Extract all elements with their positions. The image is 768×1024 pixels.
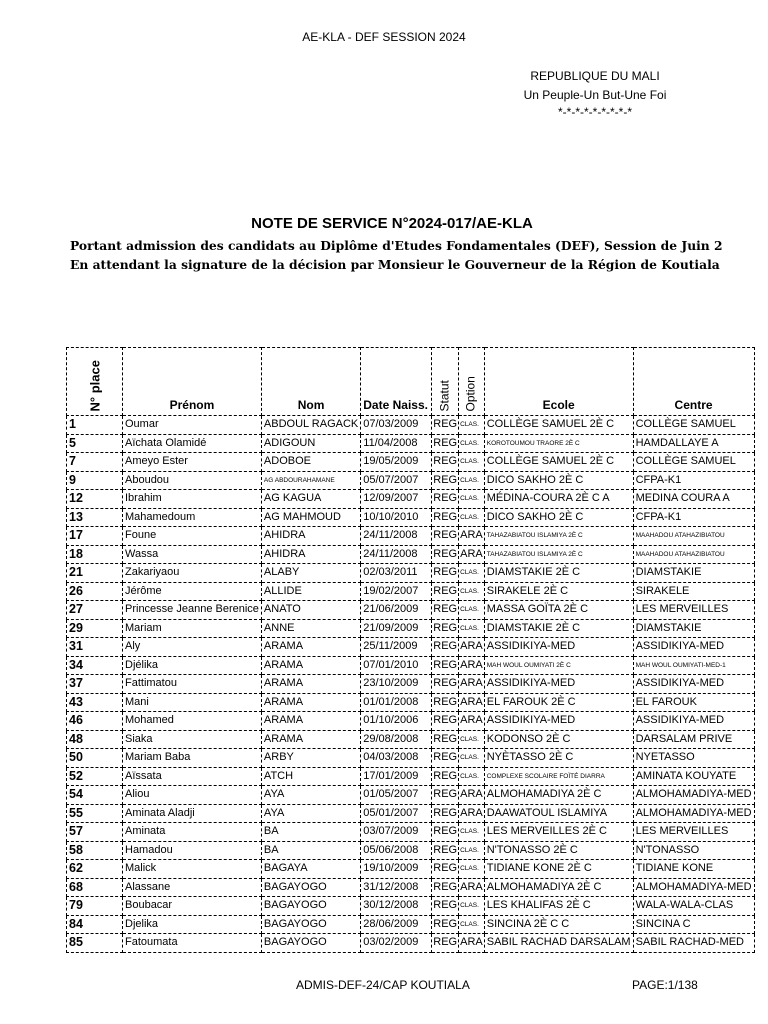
birth-date-cell: 02/03/2011 [361,564,432,583]
ecole-cell: COMPLEXE SCOLAIRE FOÏTÉ DIARRA [484,767,633,786]
birth-date-cell: 01/01/2008 [361,693,432,712]
nom-cell: ARAMA [261,730,360,749]
option-cell: CLAS. [459,749,485,768]
option-cell: CLAS. [459,471,485,490]
option-cell: CLAS. [459,490,485,509]
centre-cell: CFPA-K1 [633,471,754,490]
birth-date-cell: 19/05/2009 [361,453,432,472]
ecole-cell: NYÈTASSO 2È C [484,749,633,768]
prenom-cell: Djelika [123,915,262,934]
centre-cell: WALA-WALA-CLAS [633,897,754,916]
nom-cell: AHIDRA [261,527,360,546]
place-number-cell: 54 [67,786,123,805]
nom-cell: ALABY [261,564,360,583]
place-number-cell: 34 [67,656,123,675]
option-cell: ARA [459,545,485,564]
birth-date-cell: 05/01/2007 [361,804,432,823]
centre-cell: LES MERVEILLES [633,823,754,842]
place-number-cell: 27 [67,601,123,620]
ecole-cell: ALMOHAMADIYA 2È C [484,786,633,805]
prenom-cell: Zakariyaou [123,564,262,583]
statut-cell: REG [432,897,459,916]
place-number-cell: 12 [67,490,123,509]
option-cell: CLAS. [459,564,485,583]
ecole-cell: COLLÈGE SAMUEL 2È C [484,416,633,435]
prenom-cell: Siaka [123,730,262,749]
centre-cell: ALMOHAMADIYA-MED [633,804,754,823]
nom-cell: ADIGOUN [261,434,360,453]
table-row [67,897,755,916]
statut-cell: REG [432,416,459,435]
birth-date-cell: 28/06/2009 [361,915,432,934]
option-cell: CLAS. [459,601,485,620]
table-row [67,804,755,823]
place-number-cell: 26 [67,582,123,601]
nom-cell: BAGAYOGO [261,878,360,897]
table-row [67,860,755,879]
prenom-cell: Princesse Jeanne Berenice [123,601,262,620]
prenom-cell: Djélika [123,656,262,675]
centre-cell: N'TONASSO [633,841,754,860]
place-number-cell: 9 [67,471,123,490]
centre-cell: TIDIANE KONE [633,860,754,879]
ecole-cell: TAHAZABIATOU ISLAMIYA 2È C [484,545,633,564]
centre-cell: COLLÈGE SAMUEL [633,453,754,472]
place-number-cell: 31 [67,638,123,657]
option-cell: CLAS. [459,823,485,842]
table-row [67,712,755,731]
place-number-cell: 43 [67,693,123,712]
nom-cell: AG KAGUA [261,490,360,509]
option-cell: CLAS. [459,860,485,879]
option-cell: ARA [459,638,485,657]
prenom-cell: Aminata [123,823,262,842]
statut-cell: REG [432,453,459,472]
ecole-cell: TAHAZABIATOU ISLAMIYA 2È C [484,527,633,546]
statut-cell: REG [432,638,459,657]
ecole-cell: DIAMSTAKIE 2È C [484,619,633,638]
birth-date-cell: 31/12/2008 [361,878,432,897]
document-title: NOTE DE SERVICE N°2024-017/AE-KLA [251,215,533,232]
place-number-cell: 7 [67,453,123,472]
table-row [67,564,755,583]
statut-cell: REG [432,841,459,860]
place-number-cell: 5 [67,434,123,453]
candidates-table [66,347,755,953]
centre-cell: ALMOHAMADIYA-MED [633,786,754,805]
ecole-cell: DICO SAKHO 2È C [484,508,633,527]
nom-cell: ALLIDE [261,582,360,601]
option-cell: CLAS. [459,582,485,601]
table-row [67,675,755,694]
place-number-cell: 79 [67,897,123,916]
ecole-cell: SIRAKELE 2È C [484,582,633,601]
col-header-centre: Centre [633,348,754,416]
ecole-cell: SABIL RACHAD DARSALAM [484,934,633,953]
prenom-cell: Aliou [123,786,262,805]
table-row [67,823,755,842]
option-cell: ARA [459,656,485,675]
centre-cell: LES MERVEILLES [633,601,754,620]
statut-cell: REG [432,490,459,509]
nom-cell: ANNE [261,619,360,638]
place-number-cell: 85 [67,934,123,953]
statut-cell: REG [432,527,459,546]
nom-cell: ARAMA [261,693,360,712]
centre-cell: ASSIDIKIYA-MED [633,712,754,731]
table-row [67,767,755,786]
statut-cell: REG [432,582,459,601]
ecole-cell: ALMOHAMADIYA 2È C [484,878,633,897]
birth-date-cell: 11/04/2008 [361,434,432,453]
place-number-cell: 58 [67,841,123,860]
ecole-cell: TIDIANE KONE 2È C [484,860,633,879]
ecole-cell: LES MERVEILLES 2È C [484,823,633,842]
option-cell: CLAS. [459,416,485,435]
birth-date-cell: 23/10/2009 [361,675,432,694]
place-number-cell: 37 [67,675,123,694]
birth-date-cell: 30/12/2008 [361,897,432,916]
nom-cell: ARAMA [261,712,360,731]
option-cell: ARA [459,527,485,546]
place-number-cell: 55 [67,804,123,823]
place-number-cell: 68 [67,878,123,897]
statut-cell: REG [432,712,459,731]
statut-cell: REG [432,675,459,694]
table-row [67,878,755,897]
centre-cell: SINCINA C [633,915,754,934]
table-row [67,527,755,546]
col-header-statut: Statut [432,348,459,416]
nom-cell: ANATO [261,601,360,620]
centre-cell: DIAMSTAKIE [633,564,754,583]
table-row [67,934,755,953]
statut-cell: REG [432,619,459,638]
place-number-cell: 17 [67,527,123,546]
statut-cell: REG [432,434,459,453]
place-number-cell: 48 [67,730,123,749]
statut-cell: REG [432,564,459,583]
col-header-nom: Nom [261,348,360,416]
table-row [67,453,755,472]
nom-cell: BAGAYOGO [261,934,360,953]
ecole-cell: MASSA GOÏTA 2È C [484,601,633,620]
birth-date-cell: 05/07/2007 [361,471,432,490]
stars-separator: *-*-*-*-*-*-*-*-* [558,105,632,119]
nom-cell: BA [261,823,360,842]
table-row [67,490,755,509]
ecole-cell: KOROTOUMOU TRAORE 2È C [484,434,633,453]
statut-cell: REG [432,545,459,564]
nom-cell: AYA [261,804,360,823]
birth-date-cell: 10/10/2010 [361,508,432,527]
prenom-cell: Mahamedoum [123,508,262,527]
statut-cell: REG [432,508,459,527]
centre-cell: DARSALAM PRIVE [633,730,754,749]
col-header-date: Date Naiss. [361,348,432,416]
place-number-cell: 84 [67,915,123,934]
statut-cell: REG [432,730,459,749]
prenom-cell: Aminata Aladji [123,804,262,823]
centre-cell: MAH WOUL OUMIYATI-MED-1 [633,656,754,675]
col-header-ecole: Ecole [484,348,633,416]
statut-cell: REG [432,860,459,879]
option-cell: ARA [459,675,485,694]
statut-cell: REG [432,693,459,712]
prenom-cell: Wassa [123,545,262,564]
prenom-cell: Malick [123,860,262,879]
option-cell: CLAS. [459,434,485,453]
centre-cell: EL FAROUK [633,693,754,712]
ecole-cell: DAAWATOUL ISLAMIYA [484,804,633,823]
nom-cell: BAGAYOGO [261,897,360,916]
republic-block [480,67,710,119]
prenom-cell: Mani [123,693,262,712]
prenom-cell: Aly [123,638,262,657]
statut-cell: REG [432,786,459,805]
option-cell: ARA [459,804,485,823]
option-cell: CLAS. [459,508,485,527]
birth-date-cell: 07/03/2009 [361,416,432,435]
prenom-cell: Fattimatou [123,675,262,694]
nom-cell: AG ABDOURAHAMANE [261,471,360,490]
nom-cell: ATCH [261,767,360,786]
ecole-cell: N'TONASSO 2È C [484,841,633,860]
footer-reference: ADMIS-DEF-24/CAP KOUTIALA [296,978,470,992]
prenom-cell: Aïssata [123,767,262,786]
option-cell: ARA [459,712,485,731]
ecole-cell: LES KHALIFAS 2È C [484,897,633,916]
prenom-cell: Ibrahim [123,490,262,509]
statut-cell: REG [432,934,459,953]
prenom-cell: Mariam Baba [123,749,262,768]
table-row [67,730,755,749]
table-row [67,915,755,934]
nom-cell: AYA [261,786,360,805]
birth-date-cell: 25/11/2009 [361,638,432,657]
prenom-cell: Ameyo Ester [123,453,262,472]
centre-cell: SABIL RACHAD-MED [633,934,754,953]
ecole-cell: MAH WOUL OUMIYATI 2È C [484,656,633,675]
centre-cell: SIRAKELE [633,582,754,601]
nom-cell: BAGAYOGO [261,915,360,934]
ecole-cell: EL FAROUK 2È C [484,693,633,712]
prenom-cell: Mariam [123,619,262,638]
nom-cell: ARBY [261,749,360,768]
table-row [67,416,755,435]
nom-cell: ARAMA [261,656,360,675]
nom-cell: ADOBOE [261,453,360,472]
col-header-place: N° place [67,348,123,416]
table-row [67,601,755,620]
nom-cell: BA [261,841,360,860]
statut-cell: REG [432,804,459,823]
statut-cell: REG [432,601,459,620]
statut-cell: REG [432,767,459,786]
birth-date-cell: 04/03/2008 [361,749,432,768]
nom-cell: ARAMA [261,638,360,657]
birth-date-cell: 07/01/2010 [361,656,432,675]
statut-cell: REG [432,749,459,768]
ecole-cell: SINCINA 2È C C [484,915,633,934]
birth-date-cell: 01/05/2007 [361,786,432,805]
prenom-cell: Oumar [123,416,262,435]
ecole-cell: ASSIDIKIYA-MED [484,675,633,694]
place-number-cell: 52 [67,767,123,786]
place-number-cell: 62 [67,860,123,879]
place-number-cell: 29 [67,619,123,638]
place-number-cell: 50 [67,749,123,768]
birth-date-cell: 24/11/2008 [361,527,432,546]
birth-date-cell: 12/09/2007 [361,490,432,509]
option-cell: CLAS. [459,730,485,749]
centre-cell: AMINATA KOUYATE [633,767,754,786]
subtitle-pending: En attendant la signature de la décision par Monsieur le Gouverneur de la Région de Koutiala [70,257,720,272]
option-cell: ARA [459,693,485,712]
prenom-cell: Boubacar [123,897,262,916]
statut-cell: REG [432,823,459,842]
ecole-cell: ASSIDIKIYA-MED [484,638,633,657]
centre-cell: COLLÈGE SAMUEL [633,416,754,435]
nom-cell: ABDOUL RAGACK [261,416,360,435]
session-header: AE-KLA - DEF SESSION 2024 [302,30,466,44]
prenom-cell: Foune [123,527,262,546]
option-cell: ARA [459,786,485,805]
ecole-cell: KODONSO 2È C [484,730,633,749]
option-cell: CLAS. [459,841,485,860]
place-number-cell: 46 [67,712,123,731]
country-motto: Un Peuple-Un But-Une Foi [523,88,667,102]
table-header-row [67,348,755,416]
prenom-cell: Mohamed [123,712,262,731]
nom-cell: ARAMA [261,675,360,694]
prenom-cell: Jérôme [123,582,262,601]
birth-date-cell: 29/08/2008 [361,730,432,749]
place-number-cell: 1 [67,416,123,435]
nom-cell: BAGAYA [261,860,360,879]
statut-cell: REG [432,915,459,934]
table-row [67,508,755,527]
table-row [67,619,755,638]
option-cell: CLAS. [459,767,485,786]
centre-cell: CFPA-K1 [633,508,754,527]
place-number-cell: 13 [67,508,123,527]
table-row [67,786,755,805]
place-number-cell: 21 [67,564,123,583]
table-row [67,749,755,768]
birth-date-cell: 03/02/2009 [361,934,432,953]
footer-page-number: PAGE:1/138 [632,978,698,992]
centre-cell: ASSIDIKIYA-MED [633,675,754,694]
ecole-cell: ASSIDIKIYA-MED [484,712,633,731]
birth-date-cell: 21/09/2009 [361,619,432,638]
nom-cell: AG MAHMOUD [261,508,360,527]
option-cell: CLAS. [459,915,485,934]
ecole-cell: DIAMSTAKIE 2È C [484,564,633,583]
birth-date-cell: 03/07/2009 [361,823,432,842]
place-number-cell: 18 [67,545,123,564]
col-header-option: Option [459,348,485,416]
centre-cell: MEDINA COURA A [633,490,754,509]
statut-cell: REG [432,471,459,490]
option-cell: CLAS. [459,619,485,638]
table-row [67,656,755,675]
birth-date-cell: 19/10/2009 [361,860,432,879]
prenom-cell: Hamadou [123,841,262,860]
ecole-cell: DICO SAKHO 2È C [484,471,633,490]
option-cell: ARA [459,878,485,897]
prenom-cell: Alassane [123,878,262,897]
ecole-cell: COLLÈGE SAMUEL 2È C [484,453,633,472]
centre-cell: HAMDALLAYE A [633,434,754,453]
option-cell: CLAS. [459,897,485,916]
centre-cell: DIAMSTAKIE [633,619,754,638]
centre-cell: MAAHADOU ATAHAZIBIATOU [633,527,754,546]
prenom-cell: Aboudou [123,471,262,490]
option-cell: ARA [459,934,485,953]
subtitle-admission: Portant admission des candidats au Diplôme d'Etudes Fondamentales (DEF), Session de Juin 2 [70,238,723,253]
country-name: REPUBLIQUE DU MALI [530,69,660,83]
table-row [67,471,755,490]
table-row [67,545,755,564]
birth-date-cell: 19/02/2007 [361,582,432,601]
centre-cell: NYETASSO [633,749,754,768]
table-row [67,693,755,712]
table-row [67,841,755,860]
table-row [67,434,755,453]
place-number-cell: 57 [67,823,123,842]
table-row [67,638,755,657]
statut-cell: REG [432,656,459,675]
ecole-cell: MÉDINA-COURA 2È C A [484,490,633,509]
prenom-cell: Aïchata Olamidé [123,434,262,453]
birth-date-cell: 05/06/2008 [361,841,432,860]
prenom-cell: Fatoumata [123,934,262,953]
col-header-prenom: Prénom [123,348,262,416]
birth-date-cell: 24/11/2008 [361,545,432,564]
birth-date-cell: 21/06/2009 [361,601,432,620]
table-row [67,582,755,601]
birth-date-cell: 01/10/2006 [361,712,432,731]
nom-cell: AHIDRA [261,545,360,564]
centre-cell: ALMOHAMADIYA-MED [633,878,754,897]
birth-date-cell: 17/01/2009 [361,767,432,786]
option-cell: CLAS. [459,453,485,472]
centre-cell: MAAHADOU ATAHAZIBIATOU [633,545,754,564]
centre-cell: ASSIDIKIYA-MED [633,638,754,657]
statut-cell: REG [432,878,459,897]
